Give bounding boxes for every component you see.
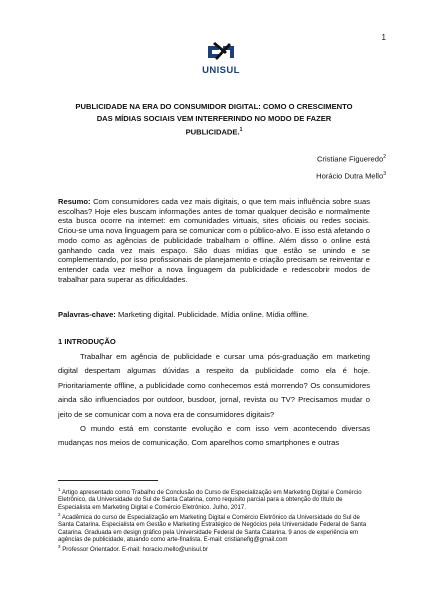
svg-text:UNISUL: UNISUL — [202, 65, 240, 76]
author-1: Cristiane Figueredo$^2$ — [316, 154, 386, 164]
footnotes — [58, 486, 370, 553]
abstract-text: Com consumidores cada vez mais digitais, o que tem mais influência sobre suas escolhas? Hoje eles buscam informações antes de tomar qualquer decisão e normalmente esta busca ocorre na internet: em comunidades virtuais, sites oficiais ou redes sociais. Criou-se uma nova linguagem para se comunicar com o público-alvo. E isso está afetando o modo como as agências de publicidade trabalham o offline. Além disso o online está ganhando cada vez mais espaço. São duas mídias que estão se unindo e se complementando, por isso profissionais de planejamento e criação precisam se reinventar e entender cada vez melhor a nova linguagem da publicidade e redescobrir modos de trabalhar para superar as dificuldades. — [58, 197, 370, 284]
section-heading: 1 INTRODUÇÃO — [58, 337, 116, 346]
footnote-2: $^2$ Acadêmica do curso de Especialização em Marketing Digital e Comércio Eletrônico da Universidade do Sul de Santa Catarina. Especialista em Gestão e Marketing Estratégico de Negócios pela Universidade Federal de Santa Catarina. Graduada em design gráfico pela Universidade Federal de Santa Catarina. 9 anos de experiência em agências de publicidade, atuando como arte-finalista. E-mail: cristianefig@gmail.com — [58, 511, 367, 543]
keywords-label: Palavras-chave: — [58, 310, 116, 319]
unisul-logo — [196, 40, 246, 76]
author-2: Horácio Dutra Mello$^3$ — [316, 171, 386, 181]
keywords — [58, 310, 370, 319]
body-text — [58, 350, 370, 451]
title-footnote-ref: 1 — [239, 126, 243, 133]
abstract-label: Resumo: — [58, 197, 91, 206]
paragraph-2: O mundo está em constante evolução e com isso vem acontecendo diversas mudanças nos meios de comunicação. Com aparelhos como smartphones e outras — [58, 424, 370, 448]
footnote-1: $^1$ Artigo apresentado como Trabalho de Conclusão do Curso de Especialização em Marketing Digital e Comércio Eletrônico, da Universidade do Sul de Santa Catarina, como requisito parcial para a obtenção do título de Especialista em Marketing Digital e Comércio Eletrônico. Julho, 2017. — [58, 487, 362, 511]
paper-title — [58, 101, 370, 138]
abstract — [58, 197, 370, 284]
title-line-2: DAS MÍDIAS SOCIAIS VEM INTERFERINDO NO MODO DE FAZER — [96, 113, 332, 123]
author-list — [316, 150, 386, 184]
page-number: 1 — [381, 33, 386, 42]
paragraph-1: Trabalhar em agência de publicidade e cursar uma pós-graduação em marketing digital despertam algumas dúvidas a respeito da publicidade como ela é hoje. Prioritariamente offline, a publicidade como conhecemos está morrendo? Os consumidores ainda são influenciados por outdoor, busdoor, jornal, revista ou TV? Precisamos mudar o jeito de se comunicar com a nova era de consumidores digitais? — [58, 352, 370, 419]
footnote-divider — [58, 480, 158, 481]
title-line-3: PUBLICIDADE.$^1$ — [185, 126, 243, 137]
keywords-text: Marketing digital. Publicidade. Mídia online. Mídia offline. — [115, 310, 310, 319]
unisul-emblem-icon — [208, 42, 234, 60]
title-line-1: PUBLICIDADE NA ERA DO CONSUMIDOR DIGITAL: COMO O CRESCIMENTO — [75, 102, 353, 111]
footnote-3: $^3$ Professor Orientador. E-mail: horacio.mello@unisul.br — [58, 544, 208, 554]
